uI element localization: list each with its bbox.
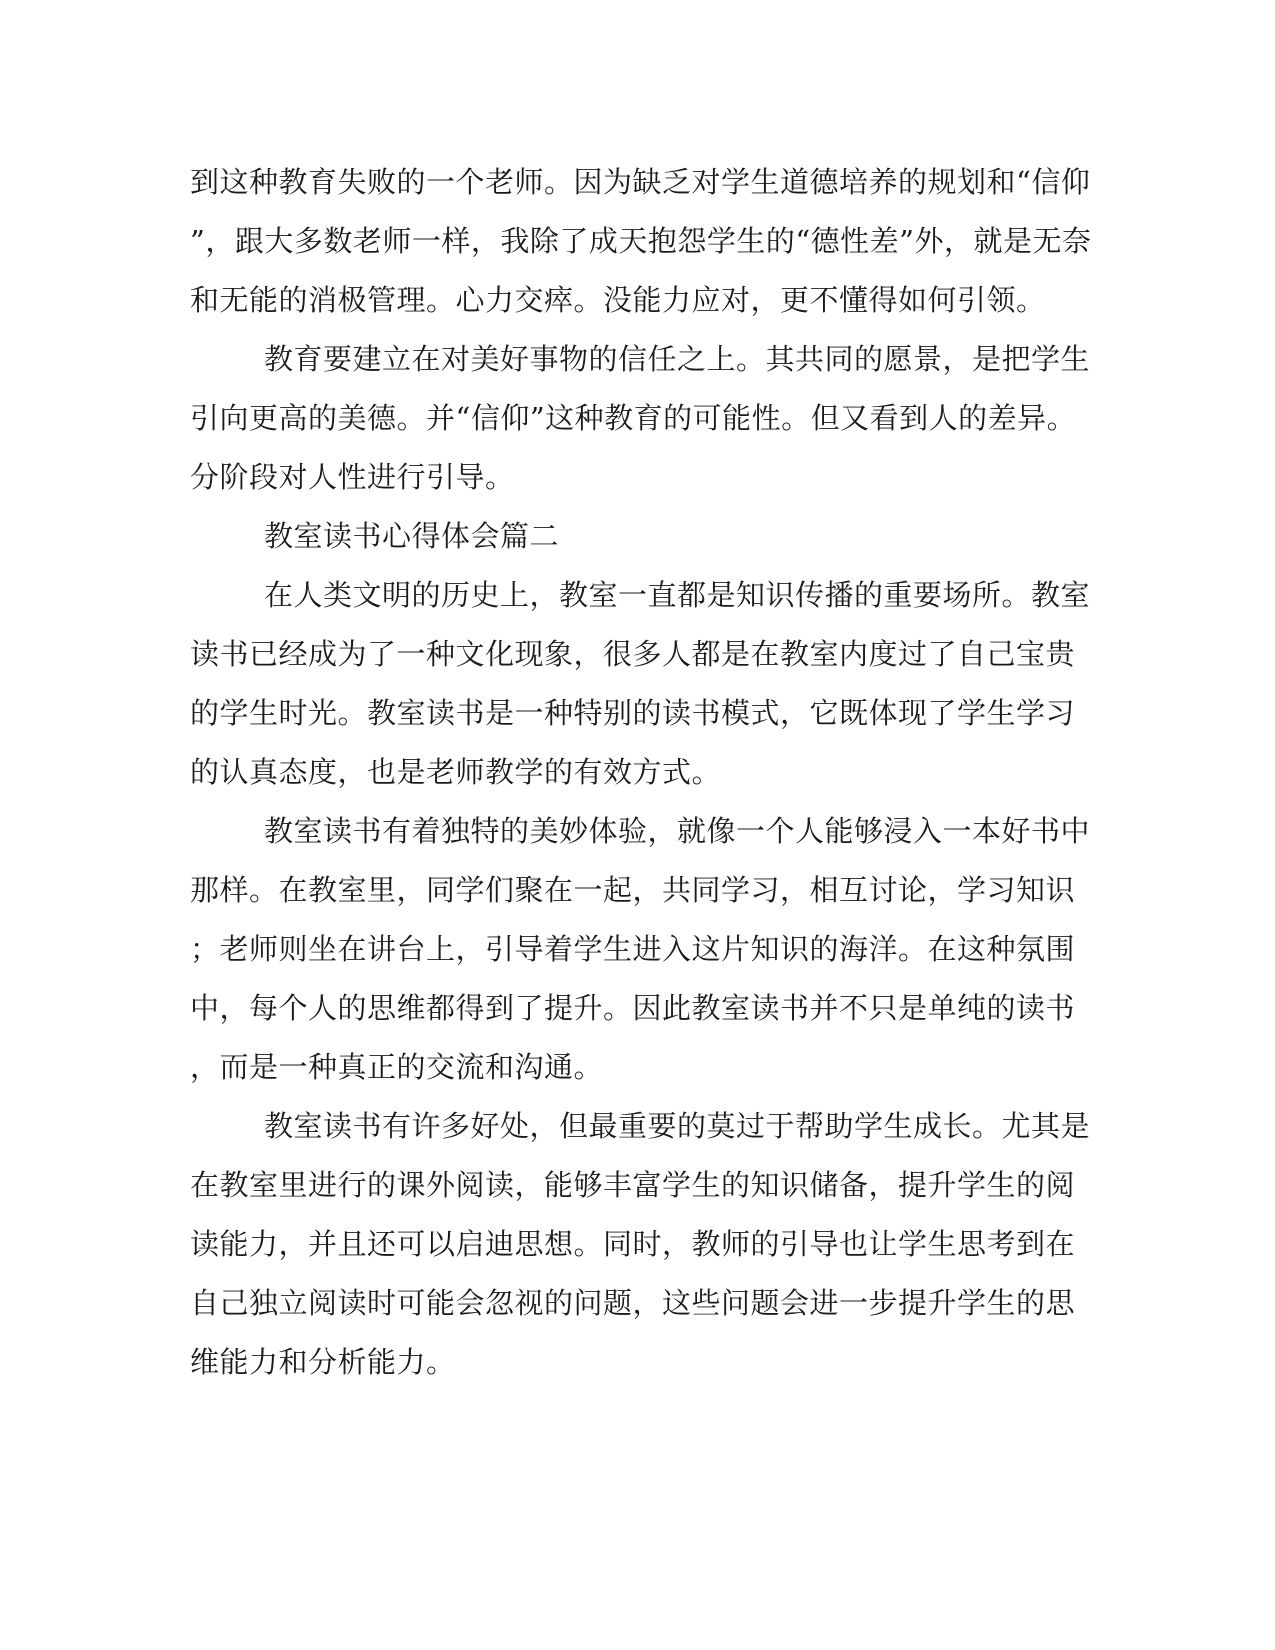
paragraph-line: 教室读书有许多好处，但最重要的莫过于帮助学生成长。尤其是 xyxy=(264,1109,1091,1143)
paragraph-line: 教室读书有着独特的美妙体验，就像一个人能够浸入一本好书中 xyxy=(264,814,1091,848)
paragraph-line: 中，每个人的思维都得到了提升。因此教室读书并不只是单纯的读书 xyxy=(190,991,1076,1025)
paragraph-line: 引向更高的美德。并“信仰”这种教育的可能性。但又看到人的差异。 xyxy=(190,401,1077,435)
paragraph-line: 到这种教育失败的一个老师。因为缺乏对学生道德培养的规划和“信仰 xyxy=(190,165,1091,199)
paragraph-line: 那样。在教室里，同学们聚在一起，共同学习，相互讨论，学习知识 xyxy=(190,873,1076,907)
paragraph-line: ，而是一种真正的交流和沟通。 xyxy=(190,1050,604,1084)
paragraph-line: 教育要建立在对美好事物的信任之上。其共同的愿景，是把学生 xyxy=(264,342,1091,376)
paragraph-line: 自己独立阅读时可能会忽视的问题，这些问题会进一步提升学生的思 xyxy=(190,1286,1076,1320)
paragraph-line: 的认真态度，也是老师教学的有效方式。 xyxy=(190,755,722,789)
paragraph-line: 读书已经成为了一种文化现象，很多人都是在教室内度过了自己宝贵 xyxy=(190,637,1076,671)
paragraph-line: 分阶段对人性进行引导。 xyxy=(190,460,515,494)
paragraph-line: ；老师则坐在讲台上，引导着学生进入这片知识的海洋。在这种氛围 xyxy=(190,932,1076,966)
paragraph-line: ”，跟大多数老师一样，我除了成天抱怨学生的“德性差”外，就是无奈 xyxy=(190,224,1092,258)
paragraph-line: 维能力和分析能力。 xyxy=(190,1345,456,1379)
paragraph-line: 读能力，并且还可以启迪思想。同时，教师的引导也让学生思考到在 xyxy=(190,1227,1076,1261)
paragraph-line: 和无能的消极管理。心力交瘁。没能力应对，更不懂得如何引领。 xyxy=(190,283,1046,317)
section-heading: 教室读书心得体会篇二 xyxy=(264,519,560,553)
paragraph-line: 的学生时光。教室读书是一种特别的读书模式，它既体现了学生学习 xyxy=(190,696,1076,730)
paragraph-line: 在人类文明的历史上，教室一直都是知识传播的重要场所。教室 xyxy=(264,578,1091,612)
paragraph-line: 在教室里进行的课外阅读，能够丰富学生的知识储备，提升学生的阅 xyxy=(190,1168,1076,1202)
